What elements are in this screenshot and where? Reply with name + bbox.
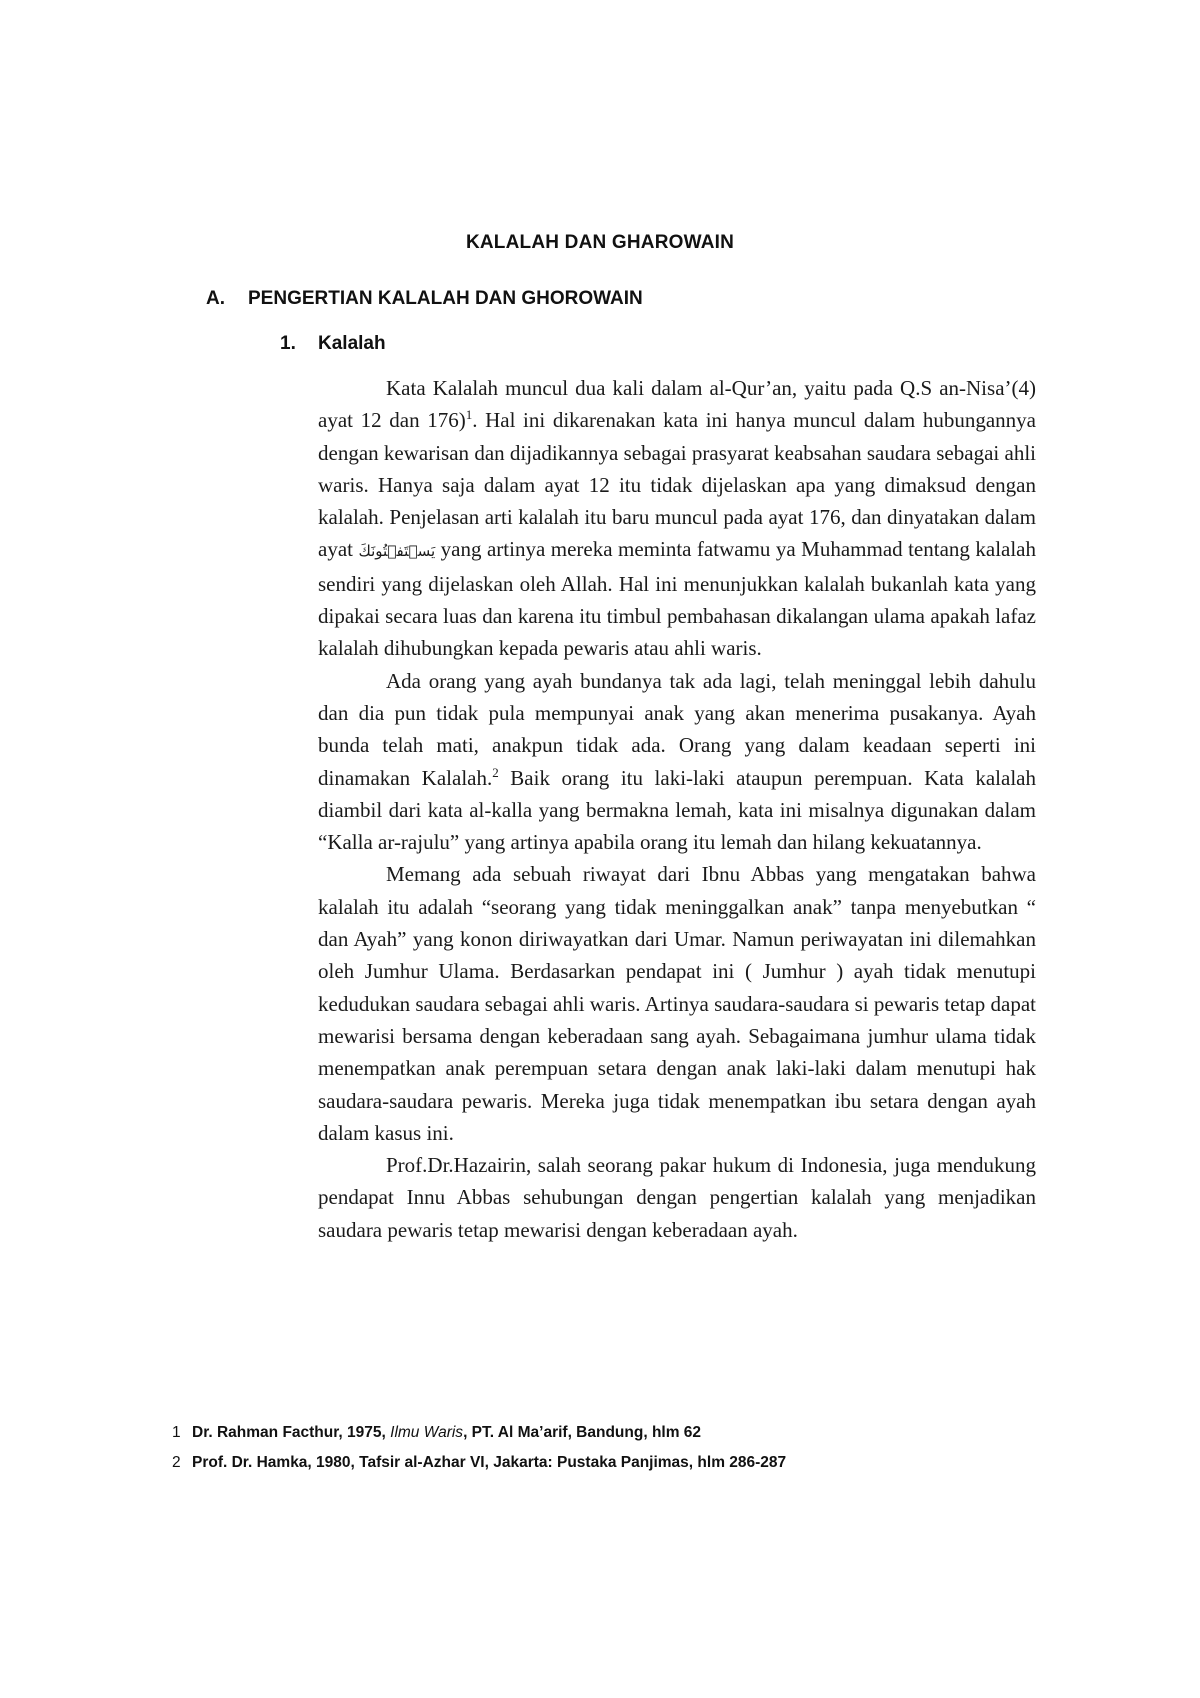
paragraph-1 <box>318 372 1036 665</box>
paragraph-1-part-2: . Hal ini dikarenakan kata ini hanya muncul dalam hubungannya dengan kewarisan dan dijadikannya sebagai prasyarat keabsahan saudara sebagai ahli waris. Hanya saja dalam ayat 12 itu tidak dijelaskan apa yang dimaksud dengan kalalah. Penjelasan arti kalalah itu baru muncul pada ayat 176, dan dinyatakan dalam ayat <box>318 408 1036 562</box>
paragraph-1-part-3: yang artinya mereka meminta fatwamu ya Muhammad tentang kalalah sendiri yang dijelaskan oleh Allah. Hal ini menunjukkan kalalah bukanlah kata yang dipakai secara luas dan karena itu timbul pembahasan dikalangan ulama apakah lafaz kalalah dihubungkan kepada pewaris atau ahli waris. <box>318 537 1037 661</box>
footnote-2 <box>172 1448 1072 1478</box>
paragraph-2 <box>318 665 1036 859</box>
paragraph-2-part-2: Baik orang itu laki-laki ataupun perempuan. Kata kalalah diambil dari kata al-kalla yang bermakna lemah, kata ini misalnya digunakan dalam “Kalla ar-rajulu” yang artinya apabila orang itu lemah dan hilang kekuatannya. <box>318 765 1036 855</box>
footnote-ref-1: 1 <box>465 407 473 423</box>
paragraph-3: Memang ada sebuah riwayat dari Ibnu Abbas yang mengatakan bahwa kalalah itu adalah “seorang yang tidak meninggalkan anak” tanpa menyebutkan “ dan Ayah” yang konon diriwayatkan dari Umar. Namun periwayatan ini dilemahkan oleh Jumhur Ulama. Berdasarkan pendapat ini ( Jumhur ) ayah tidak menutupi kedudukan saudara sebagai ahli waris. Artinya saudara-saudara si pewaris tetap dapat mewarisi bersama dengan keberadaan sang ayah. Sebagaimana jumhur ulama tidak menempatkan anak perempuan setara dengan anak laki-laki dalam menutupi hak saudara-saudara pewaris. Mereka juga tidak menempatkan ibu setara dengan ayah dalam kasus ini. <box>318 862 1036 1145</box>
footnote-text <box>192 1424 701 1441</box>
section-marker: A. <box>206 288 225 309</box>
paragraph-1-part-1: Kata Kalalah muncul dua kali dalam al-Qur’an, yaitu pada Q.S an-Nisa’(4) ayat 12 dan 176) <box>318 376 1036 433</box>
document-title: KALALAH DAN GHAROWAIN <box>465 232 735 253</box>
footnote-1-italic: Ilmu Waris <box>390 1424 464 1441</box>
paragraph-2-part-1: Ada orang yang ayah bundanya tak ada lagi, telah meninggal lebih dahulu dan dia pun tidak pula mempunyai anak yang akan menerima pusakanya. Ayah bunda telah mati, anakpun tidak ada. Orang yang dalam keadaan seperti ini dinamakan Kalalah. <box>318 668 1036 790</box>
body-text <box>318 372 1036 1246</box>
footnote-text: Prof. Dr. Hamka, 1980, Tafsir al-Azhar VI, Jakarta: Pustaka Panjimas, hlm 286-287 <box>192 1454 787 1471</box>
footnote-ref-2: 2 <box>492 764 499 780</box>
subsection-marker: 1. <box>280 333 296 354</box>
subsection-title: Kalalah <box>318 333 386 354</box>
paragraph-4: Prof.Dr.Hazairin, salah seorang pakar hukum di Indonesia, juga mendukung pendapat Innu Abbas sehubungan dengan pengertian kalalah yang menjadikan saudara pewaris tetap mewarisi dengan keberadaan ayah. <box>318 1153 1036 1242</box>
footnote-number: 2 <box>172 1454 181 1471</box>
section-title: PENGERTIAN KALALAH DAN GHOROWAIN <box>248 288 643 309</box>
footnote-1-after: , PT. Al Ma’arif, Bandung, hlm 62 <box>463 1424 702 1441</box>
subsection-heading <box>280 333 386 355</box>
footnotes <box>172 1418 1072 1478</box>
section-heading <box>206 288 643 310</box>
footnote-number: 1 <box>172 1424 181 1441</box>
arabic-term: يَسۡتَفۡتُونَكَ <box>358 542 436 561</box>
footnote-1-before: Dr. Rahman Facthur, 1975, <box>192 1424 391 1441</box>
footnote-1 <box>172 1418 1072 1448</box>
